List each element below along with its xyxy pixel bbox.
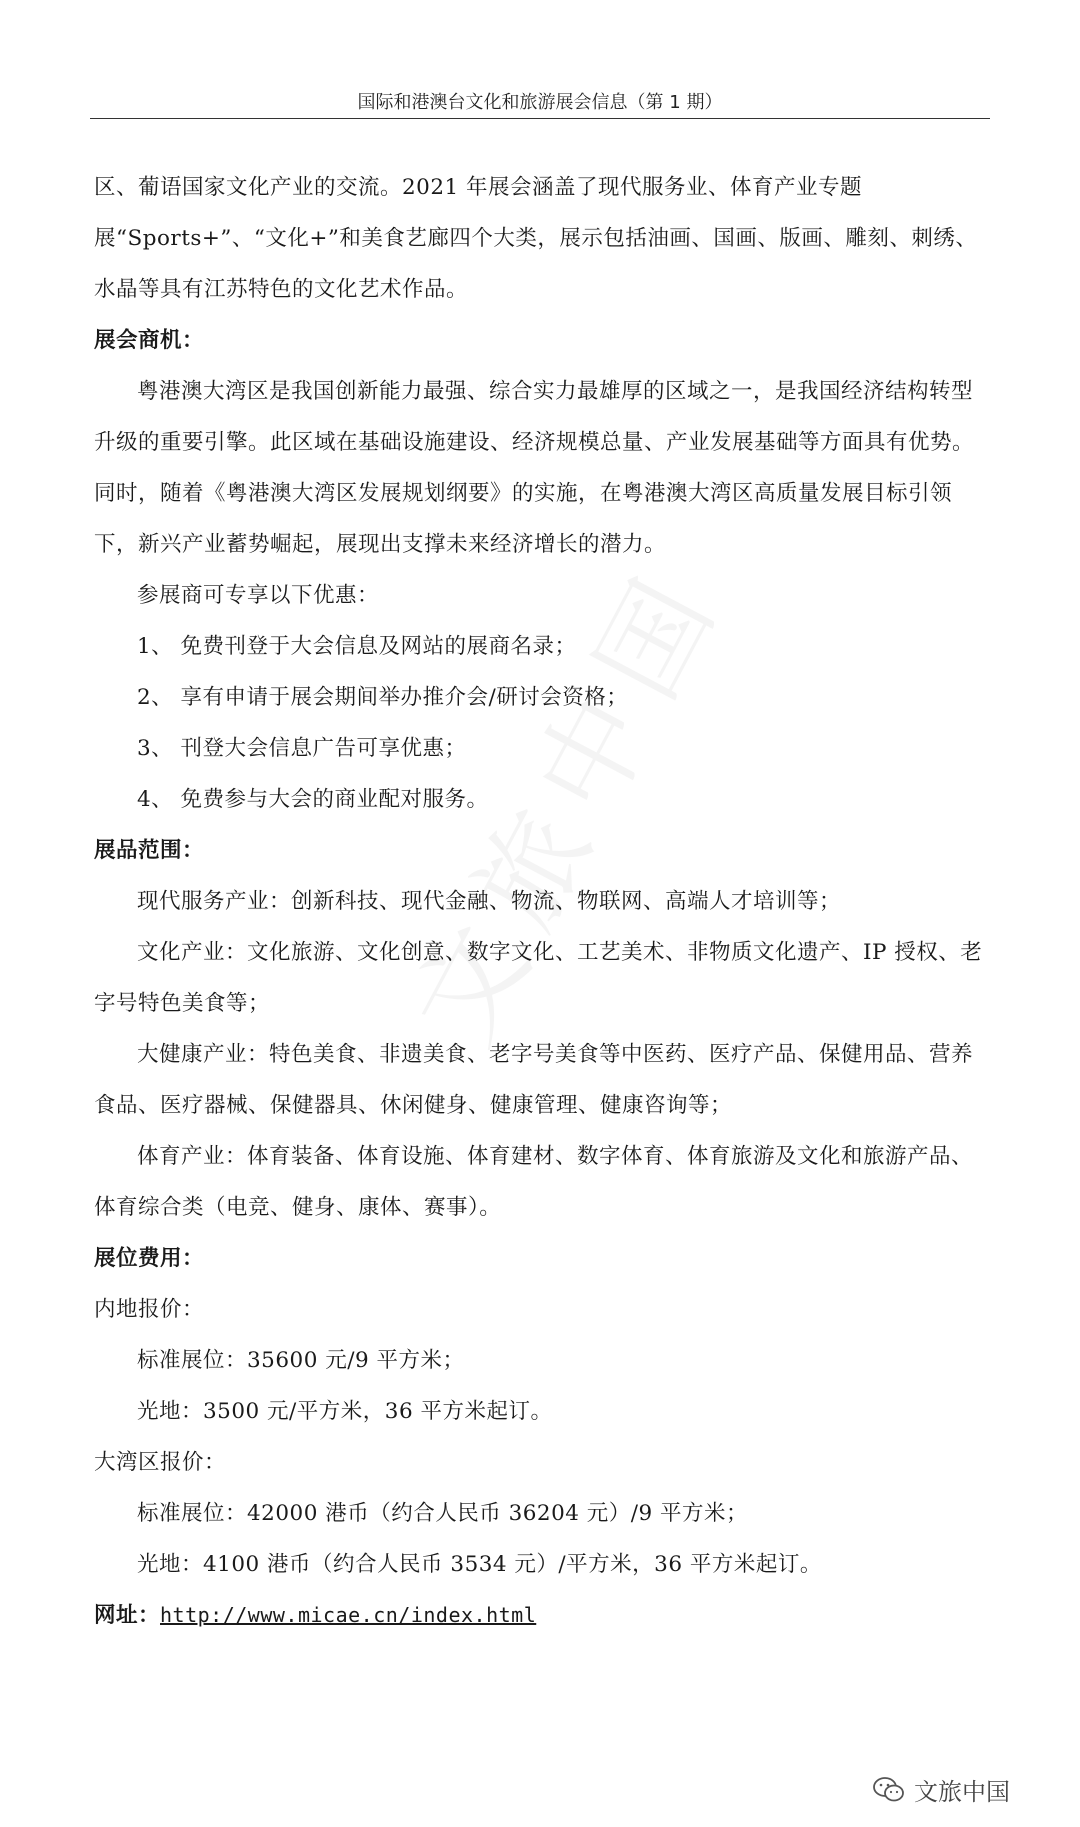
url-label: 网址： xyxy=(94,1603,161,1628)
benefit-item: 1、 免费刊登于大会信息及网站的展商名录； xyxy=(137,634,577,659)
footer-brand xyxy=(872,1772,1010,1807)
benefits-intro: 参展商可专享以下优惠： xyxy=(137,583,380,608)
bayarea-price-item: 光地：4100 港币（约合人民币 3534 元）/平方米，36 平方米起订。 xyxy=(137,1552,822,1577)
page-header: 国际和港澳台文化和旅游展会信息（第 1 期） xyxy=(357,92,723,113)
benefit-item: 3、 刊登大会信息广告可享优惠； xyxy=(137,736,467,761)
scope-heading: 展品范围： xyxy=(94,838,205,863)
intro-paragraph: 区、葡语国家文化产业的交流。2021 年展会涵盖了现代服务业、体育产业专题展“Sports+”、“文化+”和美食艺廊四个大类，展示包括油画、国画、版画、雕刻、刺绣、水晶等具有江苏特色的文化艺术作品。 xyxy=(94,175,978,302)
scope-item: 大健康产业：特色美食、非遗美食、老字号美食等中医药、医疗产品、保健用品、营养食品、医疗器械、保健器具、休闲健身、健康管理、健康咨询等； xyxy=(94,1042,974,1118)
scope-item: 现代服务产业：创新科技、现代金融、物流、物联网、高端人才培训等； xyxy=(137,889,842,914)
mainland-price-item: 光地：3500 元/平方米，36 平方米起订。 xyxy=(137,1399,553,1424)
bayarea-price-item: 标准展位：42000 港币（约合人民币 36204 元）/9 平方米； xyxy=(137,1501,749,1526)
bayarea-label: 大湾区报价： xyxy=(94,1450,227,1475)
scope-item: 体育产业：体育装备、体育设施、体育建材、数字体育、体育旅游及文化和旅游产品、体育综合类（电竞、健身、康体、赛事）。 xyxy=(94,1144,974,1220)
footer-brand-name: 文旅中国 xyxy=(914,1778,1010,1806)
mainland-price-item: 标准展位：35600 元/9 平方米； xyxy=(137,1348,465,1373)
url-line xyxy=(94,1590,986,1641)
header-divider xyxy=(90,118,990,119)
benefit-item: 4、 免费参与大会的商业配对服务。 xyxy=(137,787,489,812)
document-body xyxy=(94,162,986,1641)
fee-heading: 展位费用： xyxy=(94,1246,205,1271)
wechat-icon xyxy=(872,1776,906,1804)
business-paragraph: 粤港澳大湾区是我国创新能力最强、综合实力最雄厚的区域之一，是我国经济结构转型升级的重要引擎。此区域在基础设施建设、经济规模总量、产业发展基础等方面具有优势。同时，随着《粤港澳大湾区发展规划纲要》的实施，在粤港澳大湾区高质量发展目标引领下，新兴产业蓄势崛起，展现出支撑未来经济增长的潜力。 xyxy=(94,379,975,557)
scope-item: 文化产业：文化旅游、文化创意、数字文化、工艺美术、非物质文化遗产、IP 授权、老字号特色美食等； xyxy=(94,940,983,1016)
website-link[interactable]: http://www.micae.cn/index.html xyxy=(160,1603,537,1627)
business-heading: 展会商机： xyxy=(94,328,205,353)
mainland-label: 内地报价： xyxy=(94,1297,205,1322)
benefit-item: 2、 享有申请于展会期间举办推介会/研讨会资格； xyxy=(137,685,629,710)
